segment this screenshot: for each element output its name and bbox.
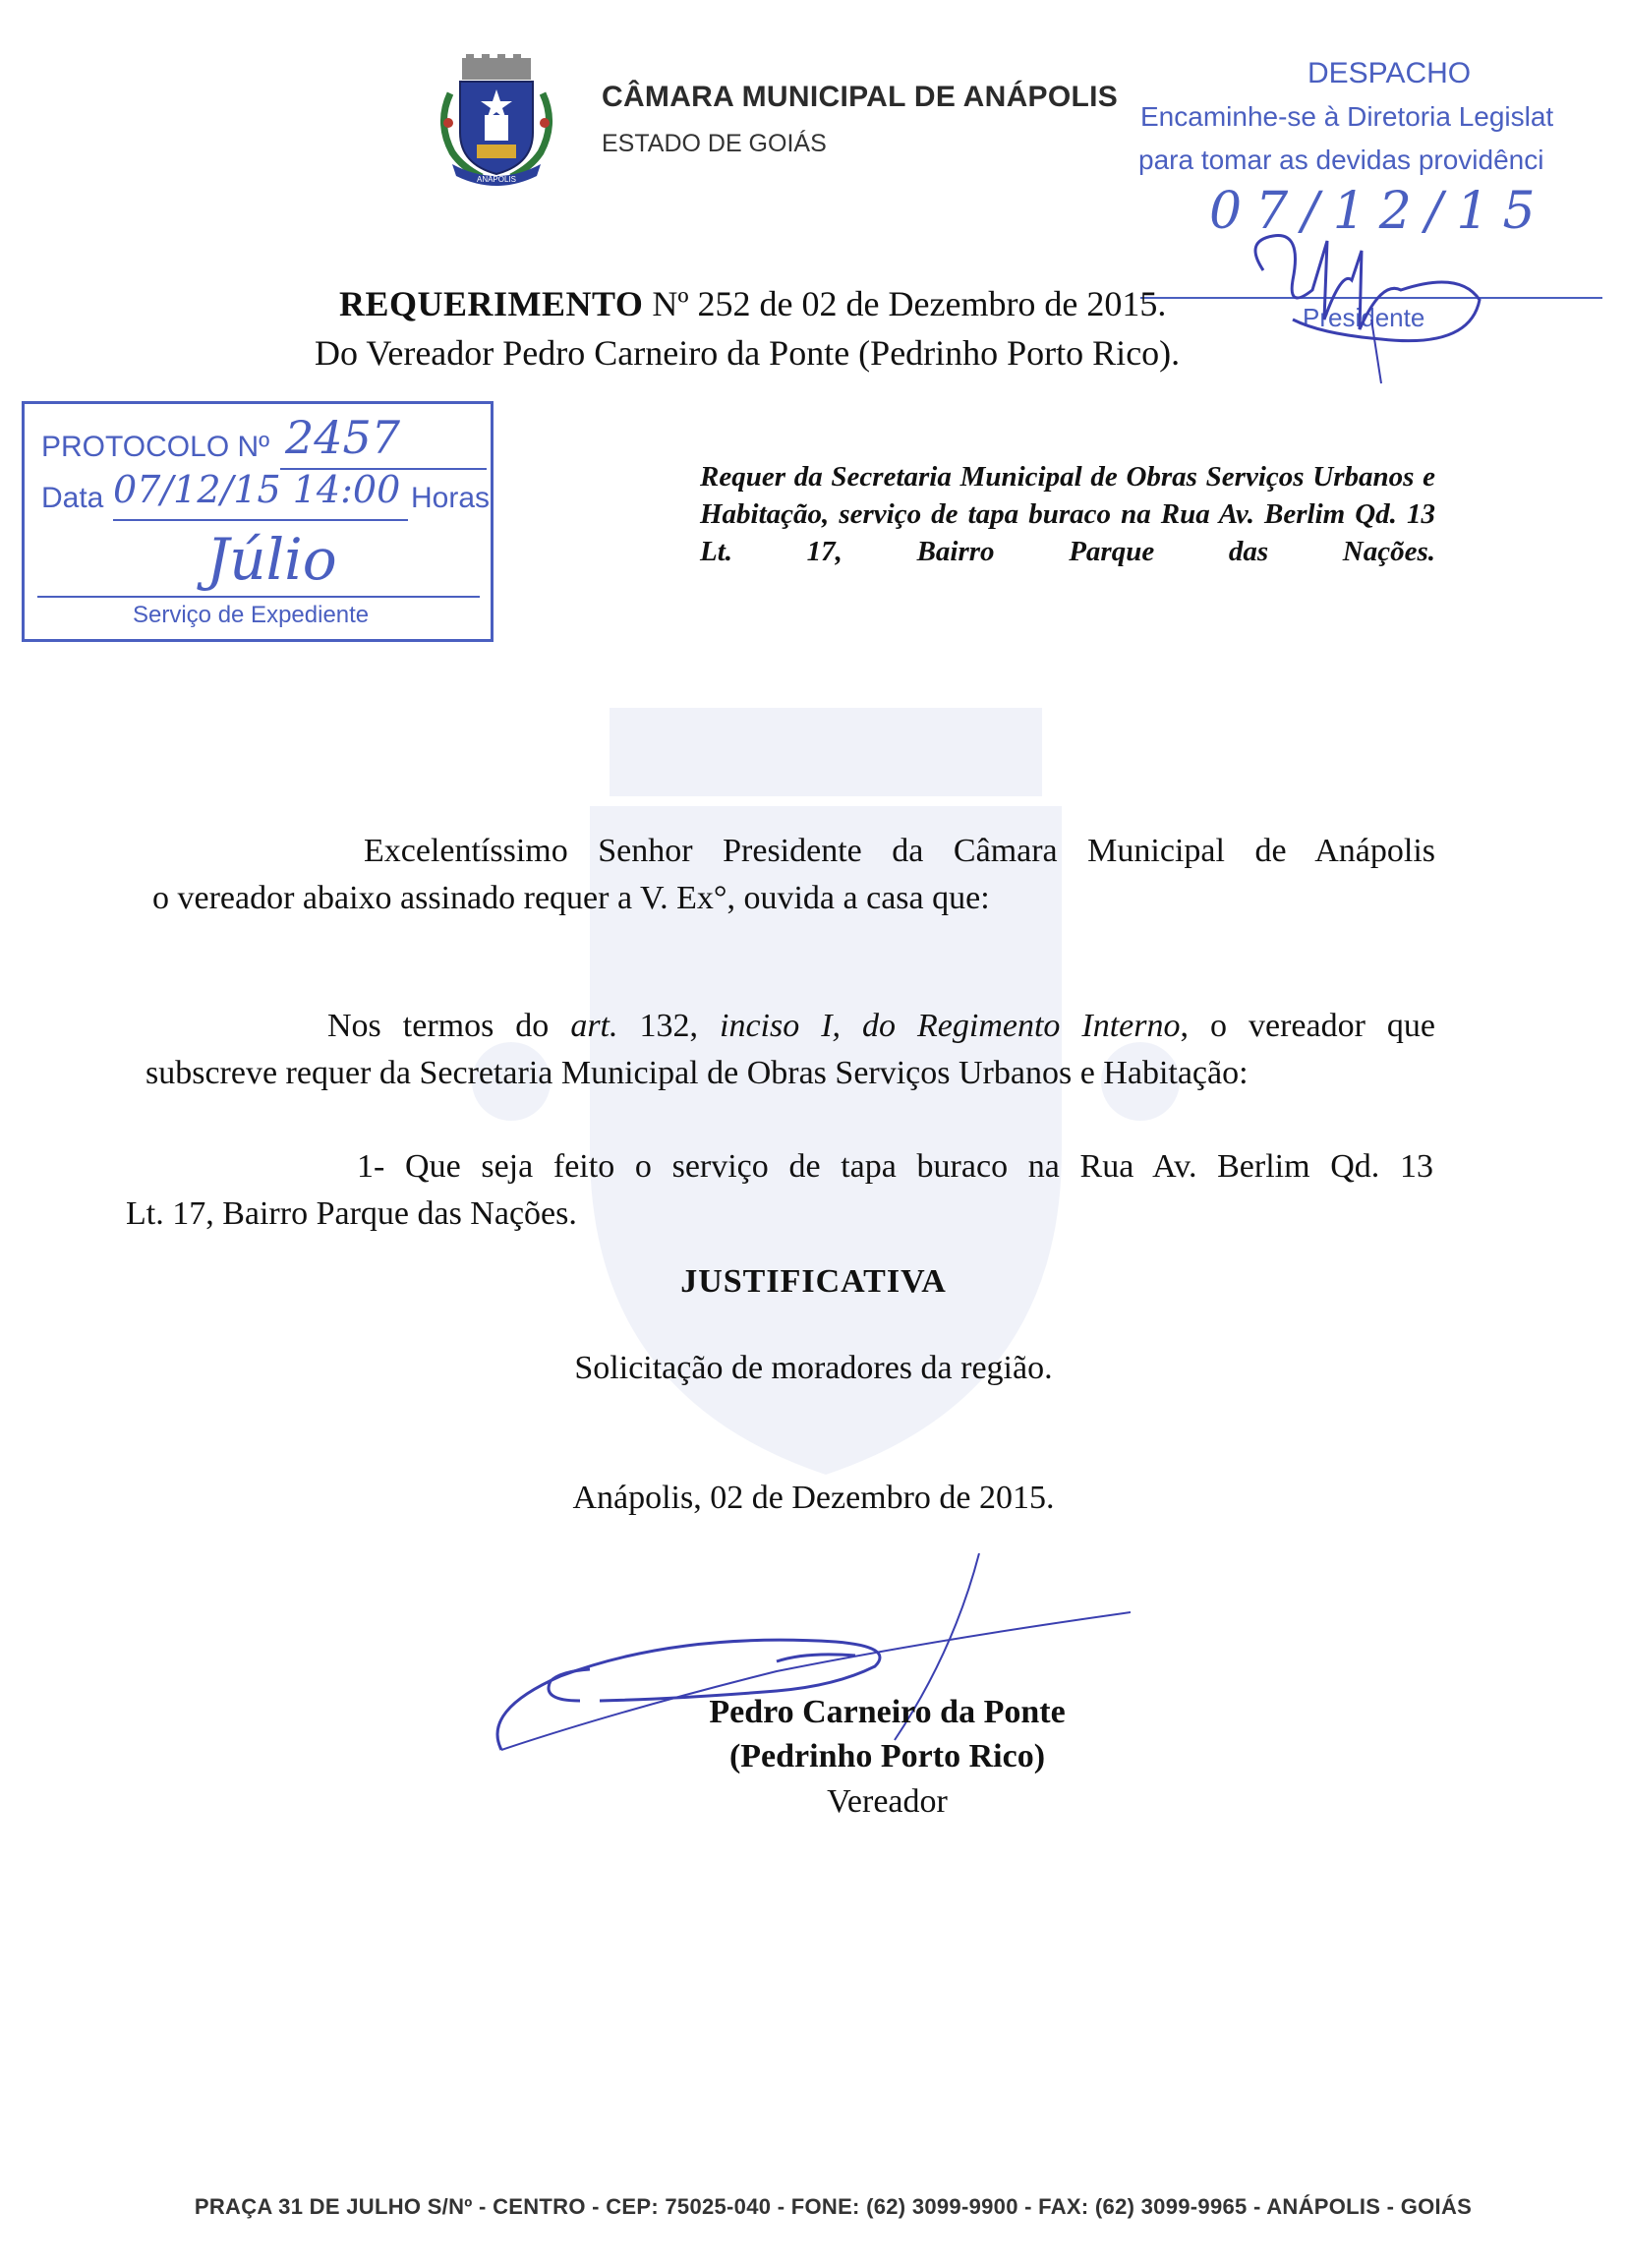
protocolo-label: PROTOCOLO Nº bbox=[41, 431, 270, 463]
protocolo-signature-line bbox=[37, 596, 480, 598]
request-line2: subscreve requer da Secretaria Municipal de Obras Serviços Urbanos e Habitação: bbox=[145, 1055, 1249, 1091]
document-date: Anápolis, 02 de Dezembro de 2015. bbox=[572, 1480, 1055, 1516]
crest-banner-text: ANÁPOLIS bbox=[476, 175, 517, 184]
president-signature bbox=[1234, 211, 1489, 388]
requerimento-label: REQUERIMENTO bbox=[339, 284, 644, 323]
protocolo-service-label: Serviço de Expediente bbox=[133, 602, 370, 628]
request-item-line2: Lt. 17, Bairro Parque das Nações. bbox=[126, 1195, 577, 1232]
request-text-a: Nos termos do bbox=[327, 1008, 571, 1044]
vereador-nickname: (Pedrinho Porto Rico) bbox=[728, 1738, 1046, 1774]
organization-state: ESTADO DE GOIÁS bbox=[602, 130, 827, 157]
request-item-line1: 1- Que seja feito o serviço de tapa buraco na Rua Av. Berlim Qd. 13 bbox=[357, 1148, 1433, 1185]
organization-name: CÂMARA MUNICIPAL DE ANÁPOLIS bbox=[602, 81, 1119, 113]
despacho-handwritten-date: 07/12/15 bbox=[1209, 182, 1549, 241]
request-item-paragraph bbox=[126, 1143, 1433, 1238]
request-line1 bbox=[145, 1003, 1435, 1050]
request-paragraph bbox=[145, 1003, 1435, 1097]
requerimento-number: Nº 252 de 02 de Dezembro de 2015. bbox=[652, 284, 1167, 323]
protocolo-horas-label: Horas bbox=[411, 482, 491, 514]
salutation-paragraph bbox=[152, 828, 1435, 922]
salutation-line2: o vereador abaixo assinado requer a V. Ex°, ouvida a casa que: bbox=[152, 880, 990, 916]
vereador-name: Pedro Carneiro da Ponte bbox=[709, 1694, 1066, 1730]
municipal-crest-logo bbox=[433, 54, 560, 192]
despacho-stamp-line2: para tomar as devidas providênci bbox=[1138, 145, 1544, 175]
vereador-role: Vereador bbox=[827, 1783, 948, 1820]
protocolo-signature: Júlio bbox=[206, 526, 337, 593]
protocolo-data-value: 07/12/15 14:00 bbox=[113, 468, 401, 511]
protocolo-data-label: Data bbox=[41, 482, 104, 514]
requerimento-title bbox=[339, 283, 1166, 324]
requerimento-author: Do Vereador Pedro Carneiro da Ponte (Pedrinho Porto Rico). bbox=[315, 333, 1181, 373]
protocolo-data-line bbox=[113, 519, 408, 521]
requerimento-summary: Requer da Secretaria Municipal de Obras Serviços Urbanos e Habitação, serviço de tapa buraco na Rua Av. Berlim Qd. 13 Lt. 17, Bairro Parque das Nações. bbox=[700, 461, 1435, 567]
request-text-number: 132, bbox=[617, 1008, 720, 1044]
despacho-stamp-line1: Encaminhe-se à Diretoria Legislat bbox=[1140, 101, 1554, 132]
request-text-regimento: inciso I, do Regimento Interno bbox=[720, 1008, 1181, 1044]
justificativa-text: Solicitação de moradores da região. bbox=[574, 1350, 1053, 1386]
crest-watermark bbox=[472, 688, 1180, 1514]
salutation-line1: Excelentíssimo Senhor Presidente da Câmara Municipal de Anápolis bbox=[364, 833, 1435, 869]
request-text-e: , o vereador que bbox=[1180, 1008, 1436, 1044]
request-text-art: art. bbox=[570, 1008, 618, 1044]
footer-address: PRAÇA 31 DE JULHO S/Nº - CENTRO - CEP: 75025-040 - FONE: (62) 3099-9900 - FAX: (62) 3099-9965 - ANÁPOLIS - GOIÁS bbox=[194, 2194, 1473, 2219]
despacho-stamp-title: DESPACHO bbox=[1307, 57, 1472, 89]
justificativa-heading: JUSTIFICATIVA bbox=[680, 1263, 947, 1300]
protocolo-number: 2457 bbox=[285, 411, 401, 464]
despacho-role-label: Presidente bbox=[1303, 303, 1425, 332]
